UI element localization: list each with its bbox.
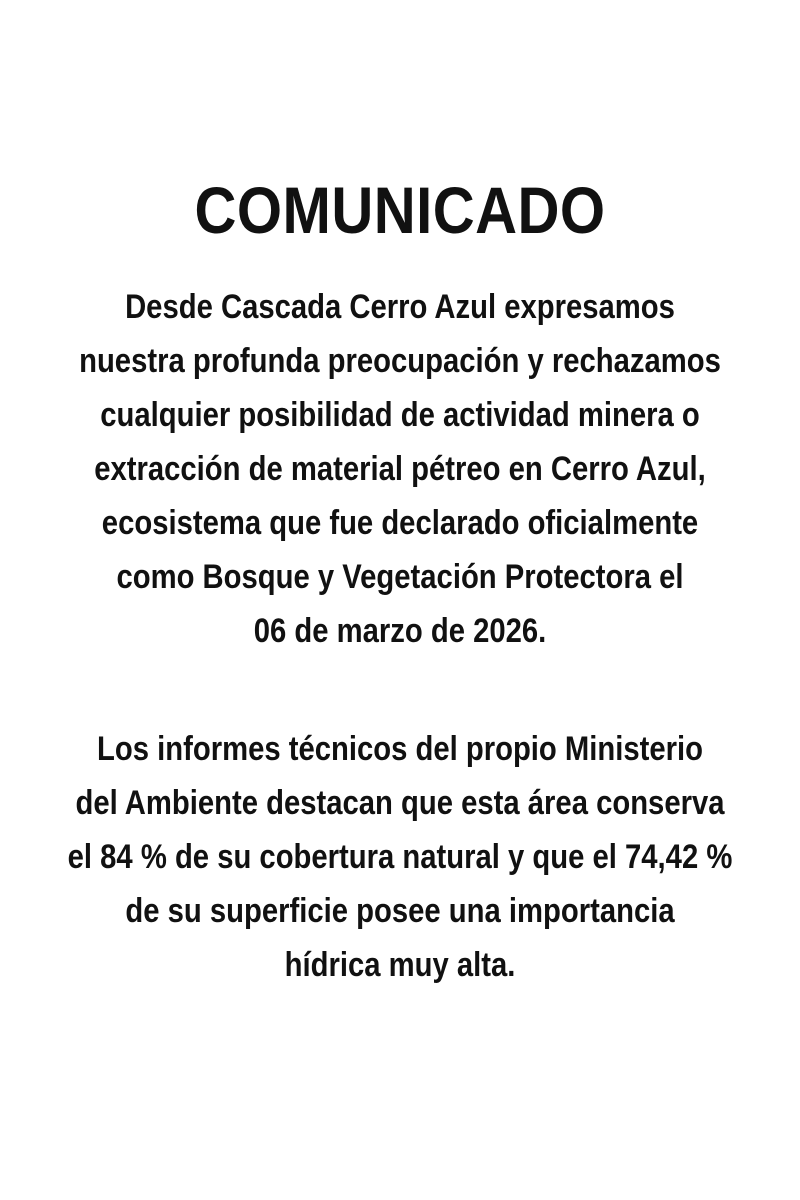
- paragraph-line: hídrica muy alta.: [284, 946, 516, 984]
- paragraph-line: ecosistema que fue declarado oficialmente: [101, 504, 699, 542]
- paragraph-line: Desde Cascada Cerro Azul expresamos: [125, 288, 675, 326]
- paragraph-line: 06 de marzo de 2026.: [253, 612, 547, 650]
- paragraph-line: del Ambiente destacan que esta área conserva: [75, 784, 725, 822]
- paragraph-line: como Bosque y Vegetación Protectora el: [116, 558, 684, 596]
- paragraph-line: de su superficie posee una importancia: [125, 892, 675, 930]
- paragraph-technical-reports: [0, 722, 800, 992]
- paragraph-concern: [0, 280, 800, 658]
- paragraph-line: cualquier posibilidad de actividad minera o: [100, 396, 700, 434]
- paragraph-line: el 84 % de su cobertura natural y que el 74,42 %: [67, 838, 733, 876]
- paragraph-line: nuestra profunda preocupación y rechazamos: [79, 342, 721, 380]
- communique-title: COMUNICADO: [194, 173, 606, 247]
- paragraph-line: Los informes técnicos del propio Ministerio: [96, 730, 704, 768]
- paragraph-line: extracción de material pétreo en Cerro Azul,: [94, 450, 706, 488]
